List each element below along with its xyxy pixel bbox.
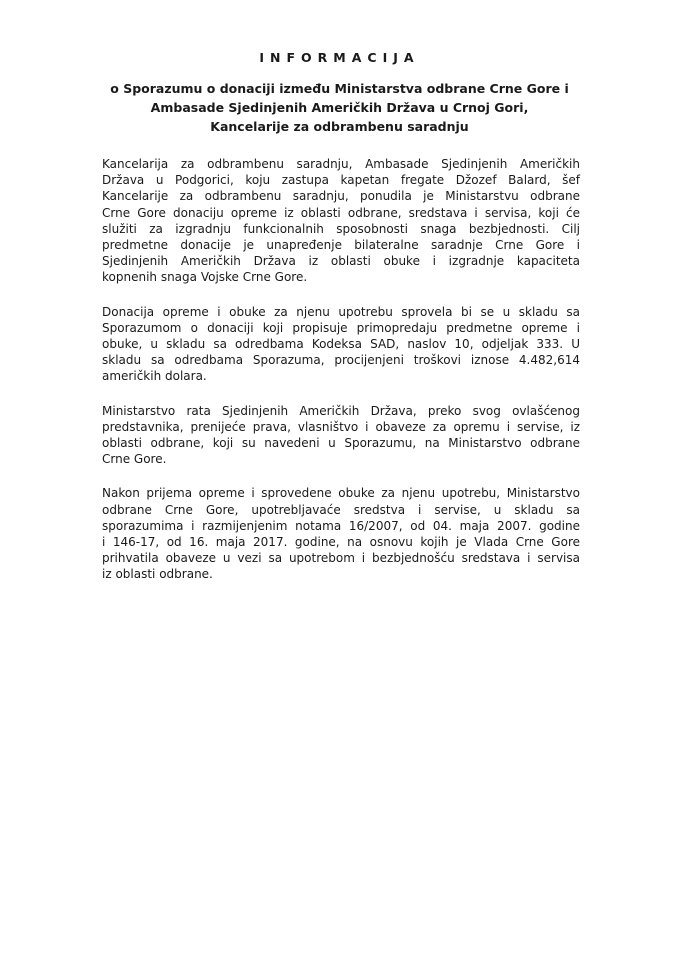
paragraph-line: Sporazumom o donaciji koji propisuje primopredaju predmetne opreme i [102,320,580,335]
paragraph-line: i 146-17, od 16. maja 2017. godine, na osnovu kojih je Vlada Crne Gore [102,535,580,550]
paragraph-line: Crne Gore. [102,452,167,467]
paragraph-line: iz oblasti odbrane. [102,567,213,582]
paragraph-line: služiti za izgradnju funkcionalnih sposobnosti snaga bezbjednosti. Cilj [102,221,580,236]
paragraph-line: Crne Gore donaciju opreme iz oblasti odbrane, sredstava i servisa, koji će [102,205,580,220]
document-subtitle [90,79,589,136]
subtitle-line: Kancelarije za odbrambenu saradnju [210,119,469,134]
paragraph-line: Kancelarija za odbrambenu saradnju, Ambasade Sjedinjenih Američkih [102,157,580,171]
paragraph-3 [102,403,580,468]
paragraph-line: predstavnika, prenijeće prava, vlasništvo i obaveze za opremu i servise, iz [102,419,580,434]
paragraph-line: Donacija opreme i obuke za njenu upotrebu sprovela bi se u skladu sa [102,304,580,319]
paragraph-line: sporazumima i razmijenjenim notama 16/2007, od 04. maja 2007. godine [102,518,580,533]
paragraph-line: Sjedinjenih Američkih Država iz oblasti obuke i izgradnje kapaciteta [102,254,580,269]
document-heading: INFORMACIJA [259,50,420,65]
paragraph-line: skladu sa odredbama Sporazuma, procijenjeni troškovi iznose 4.482,614 [102,353,580,368]
paragraph-line: američkih dolara. [102,369,207,384]
paragraph-line: Nakon prijema opreme i sprovedene obuke za njenu upotrebu, Ministarstvo [102,486,580,501]
paragraph-line: prihvatila obaveze u vezi sa upotrebom i bezbjednošću sredstava i servisa [102,551,580,566]
paragraph-line: obuke, u skladu sa odredbama Kodeksa SAD, naslov 10, odjeljak 333. U [102,337,580,352]
paragraph-line: Ministarstvo rata Sjedinjenih Američkih Država, preko svog ovlašćenog [102,403,580,418]
paragraph-line: oblasti odbrane, koji su navedeni u Sporazumu, na Ministarstvo odbrane [102,436,580,451]
paragraph-line: Kancelarije za odbrambenu saradnju, ponudila je Ministarstvu odbrane [102,189,580,204]
subtitle-line: o Sporazumu o donaciji između Ministarstva odbrane Crne Gore i [110,81,569,96]
paragraph-line: kopnenih snaga Vojske Crne Gore. [102,270,308,285]
paragraph-line: Država u Podgorici, koju zastupa kapetan fregate Džozef Balard, šef [102,173,580,188]
paragraph-1 [102,156,580,286]
paragraph-line: predmetne donacije je unapređenje bilateralne saradnje Crne Gore i [102,238,580,253]
paragraph-4 [102,485,580,582]
document-body [102,156,580,601]
subtitle-line: Ambasade Sjedinjenih Američkih Država u Crnoj Gori, [150,100,529,115]
paragraph-line: odbrane Crne Gore, upotrebljavaće sredstva i servise, u skladu sa [102,502,580,517]
paragraph-2 [102,304,580,385]
